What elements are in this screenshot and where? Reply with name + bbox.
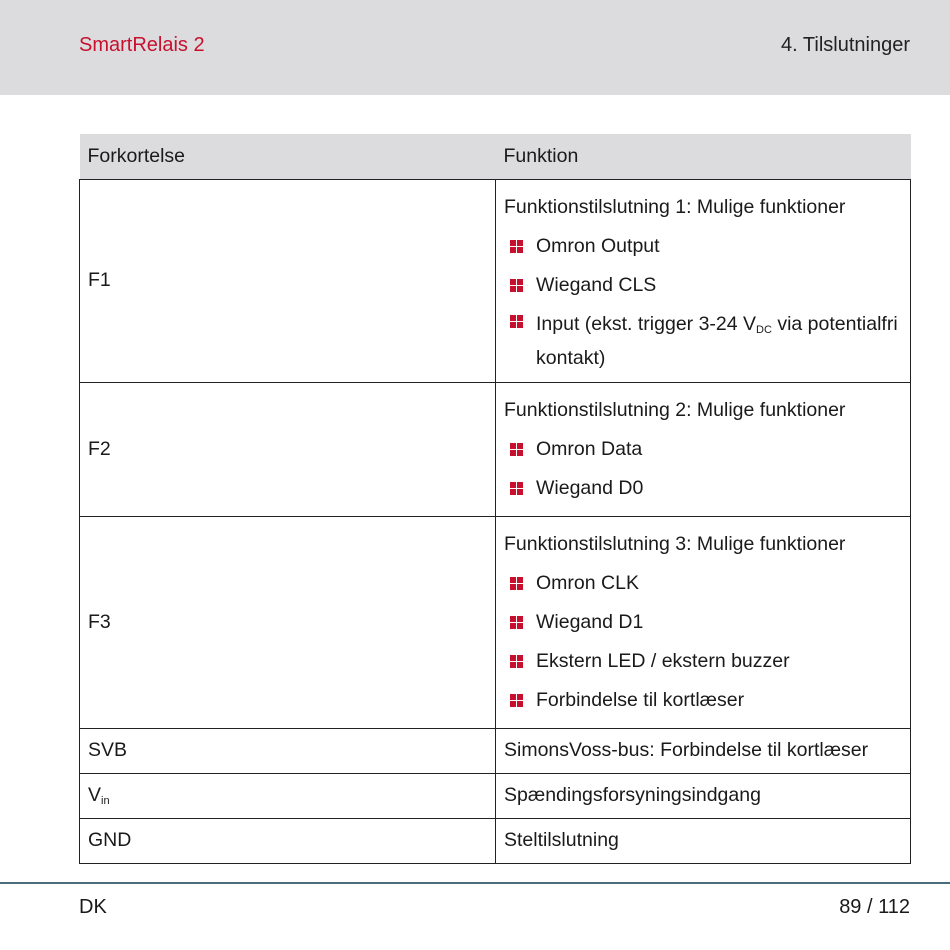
abbr-cell: GND bbox=[80, 818, 496, 863]
bullet-icon bbox=[510, 694, 523, 707]
abbr-cell: F2 bbox=[80, 382, 496, 516]
list-item bbox=[504, 469, 902, 508]
table-row bbox=[80, 516, 911, 728]
list-item bbox=[504, 564, 902, 603]
bullet-icon bbox=[510, 655, 523, 668]
abbr-cell: F3 bbox=[80, 516, 496, 728]
list-item-label: Wiegand D0 bbox=[536, 476, 644, 499]
table-row bbox=[80, 773, 911, 818]
function-cell: SimonsVoss-bus: Forbindelse til kortlæser bbox=[496, 728, 911, 773]
abbr-cell: $V_{in}$ bbox=[80, 773, 496, 818]
table-header-row bbox=[80, 134, 911, 179]
list-item bbox=[504, 305, 902, 374]
chapter-title: 4. Tilslutninger bbox=[781, 34, 910, 56]
list-item-label: Wiegand CLS bbox=[536, 273, 657, 296]
function-intro: Funktionstilslutning 2: Mulige funktioner bbox=[504, 398, 846, 421]
list-item bbox=[504, 266, 902, 305]
function-cell: Steltilslutning bbox=[496, 818, 911, 863]
table-row bbox=[80, 728, 911, 773]
function-intro: Funktionstilslutning 1: Mulige funktioner bbox=[504, 195, 846, 218]
function-cell: Spændingsforsyningsindgang bbox=[496, 773, 911, 818]
connections-table bbox=[79, 134, 911, 864]
function-intro: Funktionstilslutning 3: Mulige funktioner bbox=[504, 532, 846, 555]
list-item-label: Wiegand D1 bbox=[536, 610, 644, 633]
page-number: 89 / 112 bbox=[839, 896, 910, 918]
list-item bbox=[504, 681, 902, 720]
list-item-label: Omron Data bbox=[536, 437, 643, 460]
brand-title: SmartRelais 2 bbox=[79, 34, 205, 56]
bullet-icon bbox=[510, 240, 523, 253]
table-row bbox=[80, 818, 911, 863]
list-item-label: Input (ekst. trigger 3-24 $V_{DC}$ via potentialfri kontakt) bbox=[536, 312, 898, 369]
bullet-icon bbox=[510, 577, 523, 590]
function-cell bbox=[496, 382, 911, 516]
table-row bbox=[80, 382, 911, 516]
list-item bbox=[504, 603, 902, 642]
function-cell bbox=[496, 516, 911, 728]
column-header-abbreviation: Forkortelse bbox=[80, 134, 496, 179]
list-item bbox=[504, 227, 902, 266]
bullet-icon bbox=[510, 315, 523, 328]
column-header-function: Funktion bbox=[496, 134, 911, 179]
list-item bbox=[504, 642, 902, 681]
footer-language: DK bbox=[79, 896, 107, 918]
list-item-label: Omron Output bbox=[536, 234, 660, 257]
bullet-icon bbox=[510, 279, 523, 292]
abbr-cell: SVB bbox=[80, 728, 496, 773]
bullet-icon bbox=[510, 443, 523, 456]
list-item-label: Omron CLK bbox=[536, 571, 639, 594]
list-item-label: Ekstern LED / ekstern buzzer bbox=[536, 649, 790, 672]
page-header bbox=[0, 0, 950, 95]
function-cell bbox=[496, 179, 911, 382]
table-row bbox=[80, 179, 911, 382]
abbr-cell: F1 bbox=[80, 179, 496, 382]
bullet-icon bbox=[510, 482, 523, 495]
list-item-label: Forbindelse til kortlæser bbox=[536, 688, 745, 711]
bullet-icon bbox=[510, 616, 523, 629]
list-item bbox=[504, 430, 902, 469]
footer-divider bbox=[0, 882, 950, 884]
